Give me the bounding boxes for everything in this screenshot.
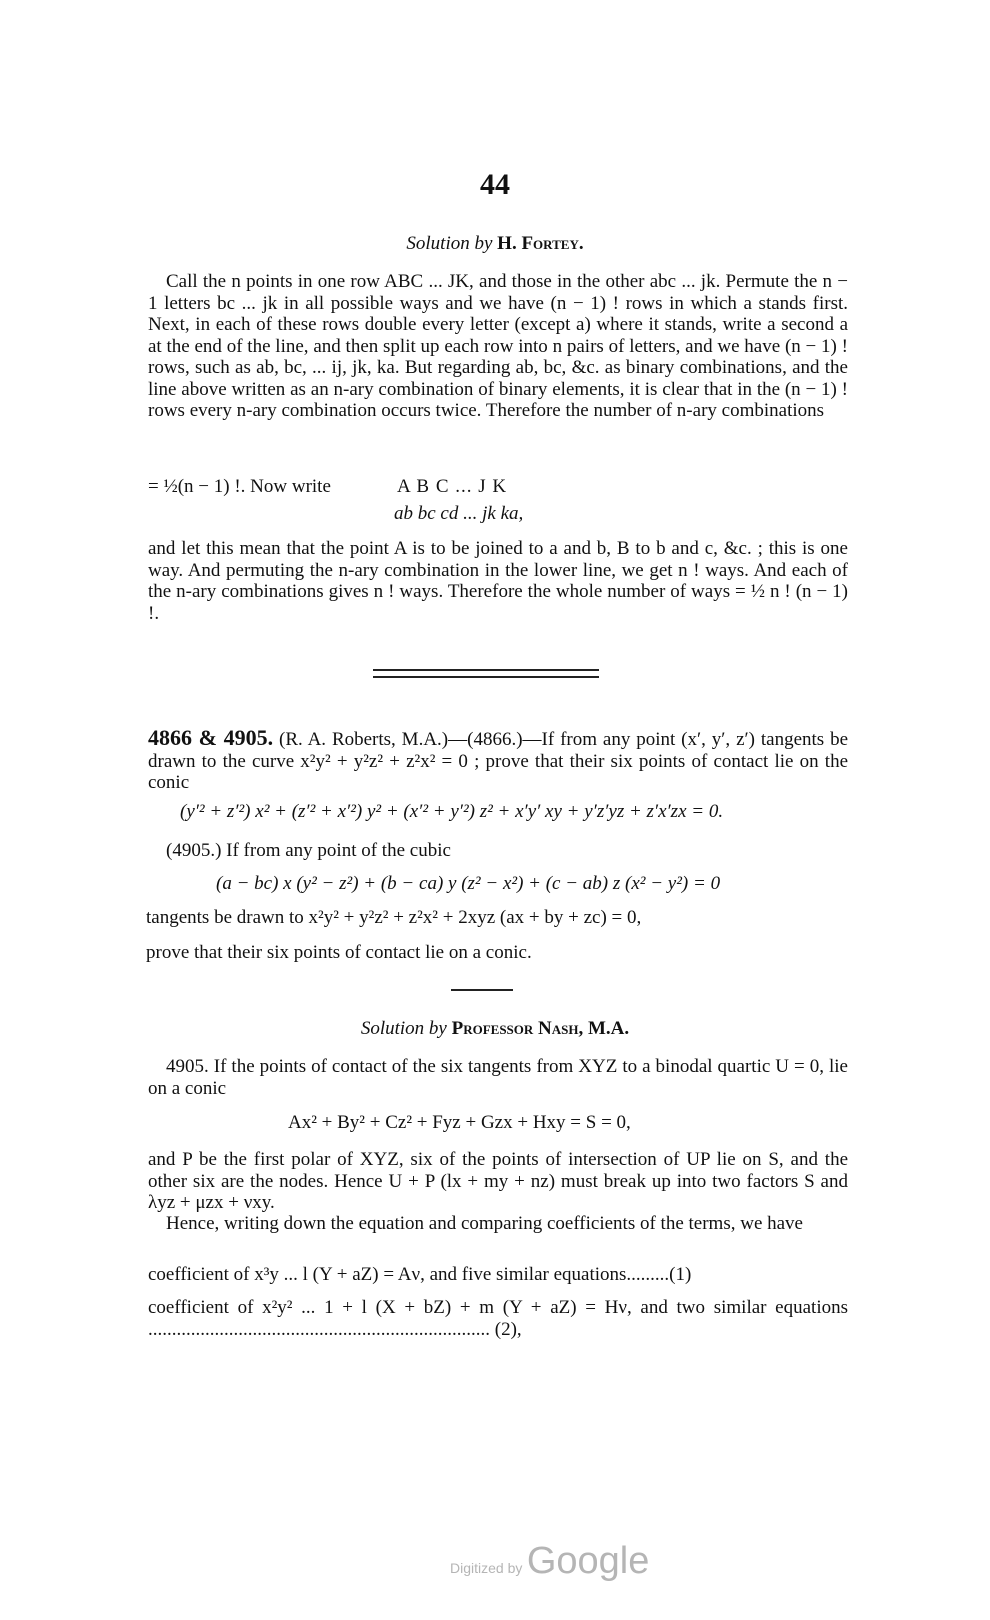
solution-nash-paragraph-1	[148, 1056, 848, 1099]
problem-text: (R. A. Roberts, M.A.)—(4866.)—If from any point (x′, y′, z′) tangents be drawn to the curve x²y² + y²z² + z²x² = 0 ; prove that their six points of contact lie on the conic	[148, 729, 849, 793]
google-logo-text: Google	[526, 1540, 650, 1582]
coefficient-equation-2	[148, 1297, 848, 1340]
equation-cubic: (a − bc) x (y² − z²) + (b − ca) y (z² − x²) + (c − ab) z (x² − y²) = 0	[216, 873, 721, 894]
paragraph-text: Call the n points in one row ABC ... JK, and those in the other abc ... jk. Permute the n − 1 letters bc ... jk in all possible ways and we have (n − 1) ! rows in which a stands first. Next, in each of these rows double every letter (except a) where it stands, write a second a at the end of the line, and then split up each row into n pairs of letters, and we have (n − 1) ! rows, such as ab, bc, ... ij, jk, ka. But regarding ab, bc, &c. as binary combinations, and the line above written as an n-ary combination of binary elements, it is clear that in the (n − 1) ! rows every n-ary combination occurs twice. Therefore the number of n-ary combinations	[148, 271, 848, 421]
paragraph-text: coefficient of x³y ... l (Y + aZ) = Aν, and five similar equations.........(1)	[148, 1264, 692, 1285]
paragraph-text: and let this mean that the point A is to be joined to a and b, B to b and c, &c. ; this is one way. And permuting the n-ary combination in the lower line, we get n ! ways. And each of the n-ary combinations gives n ! ways. Therefore the whole number of ways = ½ n ! (n − 1) !.	[148, 538, 848, 624]
formula-lower-row: ab bc cd ... jk ka,	[394, 503, 524, 524]
problem-statement	[148, 727, 848, 794]
watermark-small-text: Digitized by	[450, 1560, 523, 1576]
line-prove: prove that their six points of contact lie on a conic.	[146, 942, 532, 963]
solution-author: Professor Nash, M.A.	[451, 1018, 630, 1039]
problem-number: 4866 & 4905.	[148, 725, 274, 750]
solution-fortey-paragraph-1	[148, 271, 848, 422]
formula-count: = ½(n − 1) !. Now write	[148, 476, 331, 497]
solution-label: Solution by	[406, 233, 493, 254]
part-4905-intro: (4905.) If from any point of the cubic	[166, 840, 451, 861]
page-number: 44	[480, 168, 510, 201]
solution-label: Solution by	[360, 1018, 447, 1039]
coefficient-equation-1	[148, 1264, 848, 1286]
digitized-watermark	[450, 1540, 649, 1583]
short-rule	[451, 989, 513, 991]
paragraph-text: and P be the first polar of XYZ, six of the points of intersection of UP lie on S, and the other six are the nodes. Hence U + P (lx + my + nz) must break up into two factors S and λyz + μzx + νxy.	[148, 1149, 848, 1213]
solution-fortey-paragraph-2	[148, 538, 848, 624]
equation-conic: (y′² + z′²) x² + (z′² + x′²) y² + (x′² + y′²) z² + x′y′ xy + y′z′yz + z′x′zx = 0.	[180, 801, 724, 822]
solution-nash-paragraph-3	[148, 1213, 848, 1235]
solution-heading-fortey	[0, 233, 990, 255]
paragraph-text: 4905. If the points of contact of the six tangents from XYZ to a binodal quartic U = 0, lie on a conic	[148, 1056, 848, 1099]
equation-conic-s: Ax² + By² + Cz² + Fyz + Gzx + Hxy = S = 0,	[288, 1112, 631, 1133]
solution-nash-paragraph-2	[148, 1149, 848, 1214]
double-rule-top	[373, 669, 599, 671]
solution-author: H. Fortey.	[497, 233, 584, 254]
line-tangents: tangents be drawn to x²y² + y²z² + z²x² + 2xyz (ax + by + zc) = 0,	[146, 907, 642, 928]
double-rule-bottom	[373, 676, 599, 678]
formula-upper-row: A B C ... J K	[397, 476, 508, 497]
solution-heading-nash	[0, 1018, 990, 1040]
paragraph-text: Hence, writing down the equation and comparing coefficients of the terms, we have	[166, 1213, 803, 1234]
paragraph-text: coefficient of x²y² ... 1 + l (X + bZ) + m (Y + aZ) = Hν, and two similar equations ........................................................................ (2),	[148, 1297, 848, 1340]
